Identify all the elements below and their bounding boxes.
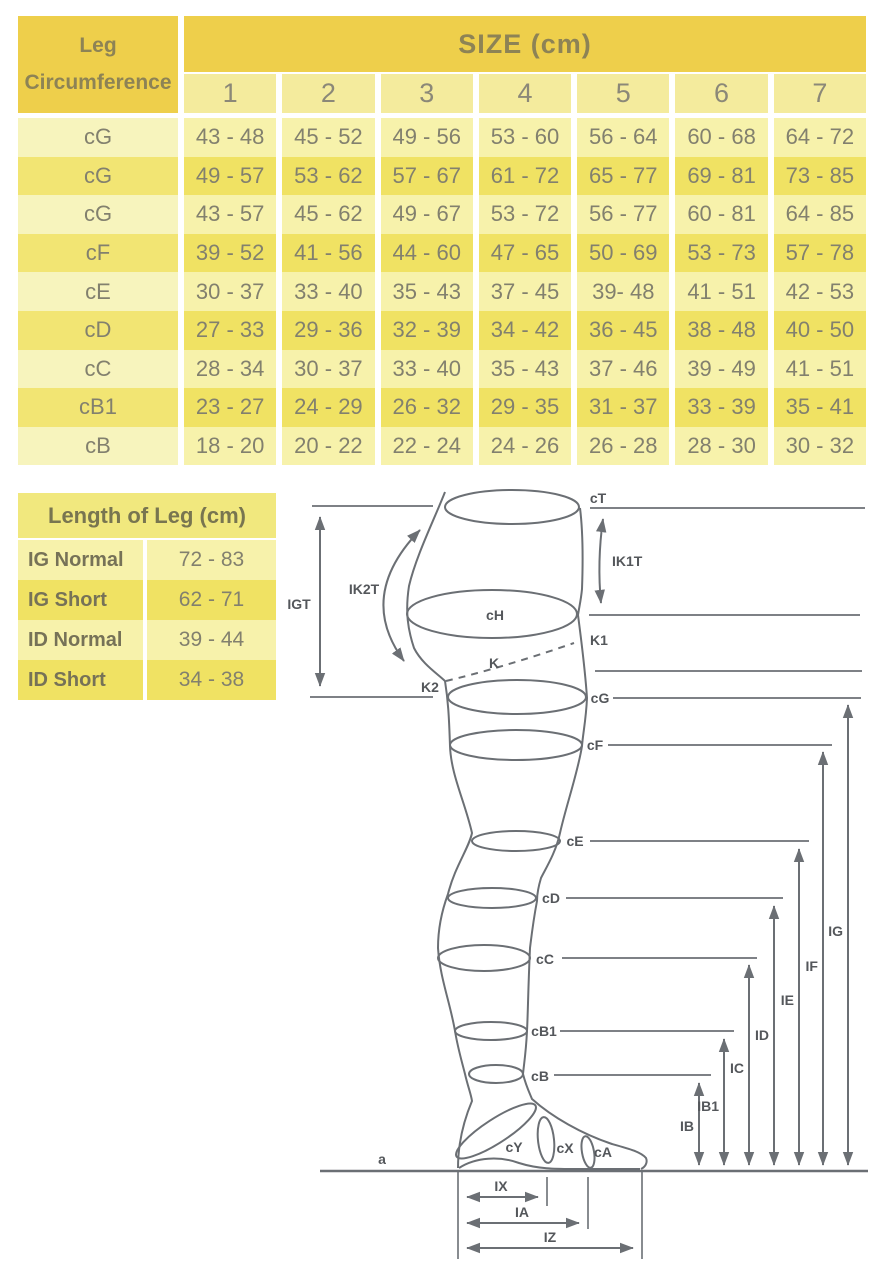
label-cX: cX bbox=[556, 1140, 574, 1156]
size-cell: 32 - 39 bbox=[381, 311, 473, 350]
size-cell: 18 - 20 bbox=[184, 427, 276, 466]
length-arrows bbox=[320, 517, 848, 1248]
label-IC: IC bbox=[730, 1060, 744, 1076]
size-cell: 26 - 28 bbox=[577, 427, 669, 466]
length-row-label: IG Normal bbox=[18, 540, 143, 580]
size-cell: 57 - 78 bbox=[774, 234, 866, 273]
size-cell: 37 - 45 bbox=[479, 272, 571, 311]
label-cC-line: cC bbox=[536, 951, 554, 967]
size-cell: 60 - 68 bbox=[675, 118, 767, 157]
size-column-header: 2 bbox=[282, 74, 374, 113]
size-cell: 29 - 36 bbox=[282, 311, 374, 350]
size-cell: 27 - 33 bbox=[184, 311, 276, 350]
size-cell: 49 - 56 bbox=[381, 118, 473, 157]
size-cell: 33 - 40 bbox=[381, 350, 473, 389]
label-IK1T: IK1T bbox=[612, 553, 643, 569]
size-cell: 45 - 52 bbox=[282, 118, 374, 157]
size-cell: 56 - 77 bbox=[577, 195, 669, 234]
size-cell: 60 - 81 bbox=[675, 195, 767, 234]
size-cell: 35 - 43 bbox=[479, 350, 571, 389]
size-column-header: 6 bbox=[675, 74, 767, 113]
size-cell: 40 - 50 bbox=[774, 311, 866, 350]
row-label: cF bbox=[18, 234, 178, 273]
size-cell: 44 - 60 bbox=[381, 234, 473, 273]
size-column-header: 1 bbox=[184, 74, 276, 113]
size-cell: 35 - 43 bbox=[381, 272, 473, 311]
row-label: cD bbox=[18, 311, 178, 350]
foot-measure-ticks bbox=[458, 1171, 642, 1259]
size-cell: 22 - 24 bbox=[381, 427, 473, 466]
label-K: K bbox=[488, 655, 500, 671]
size-cell: 45 - 62 bbox=[282, 195, 374, 234]
row-label: cG bbox=[18, 195, 178, 234]
label-IG: IG bbox=[828, 923, 843, 939]
size-cell: 38 - 48 bbox=[675, 311, 767, 350]
size-cell: 53 - 62 bbox=[282, 157, 374, 196]
size-cell: 24 - 29 bbox=[282, 388, 374, 427]
size-cell: 65 - 77 bbox=[577, 157, 669, 196]
size-cell: 31 - 37 bbox=[577, 388, 669, 427]
row-label: cB bbox=[18, 427, 178, 466]
label-IGT: IGT bbox=[287, 596, 311, 612]
size-cell: 30 - 32 bbox=[774, 427, 866, 466]
label-K1: K1 bbox=[590, 632, 608, 648]
label-ID: ID bbox=[755, 1027, 769, 1043]
size-column-header: 5 bbox=[577, 74, 669, 113]
leg-outline bbox=[407, 490, 647, 1169]
knee-dashed-line bbox=[446, 643, 574, 681]
row-label: cE bbox=[18, 272, 178, 311]
size-column-header: 3 bbox=[381, 74, 473, 113]
length-row-label: IG Short bbox=[18, 580, 143, 620]
label-IK2T: IK2T bbox=[348, 581, 380, 597]
size-cell: 49 - 67 bbox=[381, 195, 473, 234]
size-cell: 69 - 81 bbox=[675, 157, 767, 196]
label-cY: cY bbox=[505, 1139, 523, 1155]
corner-header-line1: Leg bbox=[79, 34, 117, 58]
length-row-value: 72 - 83 bbox=[147, 540, 276, 580]
label-a: a bbox=[378, 1151, 386, 1167]
label-IA: IA bbox=[515, 1204, 529, 1220]
label-cB-line: cB bbox=[531, 1068, 549, 1084]
size-cell: 33 - 39 bbox=[675, 388, 767, 427]
size-cell: 61 - 72 bbox=[479, 157, 571, 196]
label-IF: IF bbox=[805, 958, 818, 974]
length-row-label: ID Normal bbox=[18, 620, 143, 660]
size-cell: 43 - 48 bbox=[184, 118, 276, 157]
size-cell: 26 - 32 bbox=[381, 388, 473, 427]
size-cell: 33 - 40 bbox=[282, 272, 374, 311]
size-cell: 24 - 26 bbox=[479, 427, 571, 466]
arrow-IK2T bbox=[383, 530, 420, 661]
label-cD-line: cD bbox=[542, 890, 560, 906]
size-cell: 53 - 60 bbox=[479, 118, 571, 157]
row-label: cG bbox=[18, 118, 178, 157]
size-cell: 64 - 85 bbox=[774, 195, 866, 234]
label-cF-line: cF bbox=[586, 737, 604, 753]
label-IB: IB bbox=[680, 1118, 694, 1134]
size-cell: 30 - 37 bbox=[184, 272, 276, 311]
length-row-label: ID Short bbox=[18, 660, 143, 700]
size-column-header: 7 bbox=[774, 74, 866, 113]
size-cell: 28 - 34 bbox=[184, 350, 276, 389]
size-cell: 23 - 27 bbox=[184, 388, 276, 427]
size-cell: 34 - 42 bbox=[479, 311, 571, 350]
size-cell: 42 - 53 bbox=[774, 272, 866, 311]
label-cG-line: cG bbox=[590, 690, 610, 706]
label-cT: cT bbox=[589, 490, 607, 506]
size-cell: 53 - 72 bbox=[479, 195, 571, 234]
length-table-title: Length of Leg (cm) bbox=[18, 493, 276, 538]
label-cH: cH bbox=[486, 607, 504, 623]
size-cell: 47 - 65 bbox=[479, 234, 571, 273]
length-row-value: 34 - 38 bbox=[147, 660, 276, 700]
size-cell: 50 - 69 bbox=[577, 234, 669, 273]
label-cA: cA bbox=[594, 1144, 612, 1160]
arrow-IK1T bbox=[599, 519, 603, 603]
size-cell: 28 - 30 bbox=[675, 427, 767, 466]
size-cell: 53 - 73 bbox=[675, 234, 767, 273]
row-label: cB1 bbox=[18, 388, 178, 427]
size-cell: 73 - 85 bbox=[774, 157, 866, 196]
size-cell: 41 - 51 bbox=[774, 350, 866, 389]
size-cell: 39 - 52 bbox=[184, 234, 276, 273]
size-cell: 56 - 64 bbox=[577, 118, 669, 157]
size-cell: 29 - 35 bbox=[479, 388, 571, 427]
label-cE-line: cE bbox=[566, 833, 584, 849]
row-label: cC bbox=[18, 350, 178, 389]
corner-header-line2: Circumference bbox=[24, 70, 172, 94]
size-cell: 49 - 57 bbox=[184, 157, 276, 196]
label-IB1: IB1 bbox=[697, 1098, 719, 1114]
size-cell: 30 - 37 bbox=[282, 350, 374, 389]
size-cell: 35 - 41 bbox=[774, 388, 866, 427]
diagram-labels bbox=[287, 490, 843, 1245]
size-cell: 41 - 51 bbox=[675, 272, 767, 311]
row-label: cG bbox=[18, 157, 178, 196]
size-cell: 39 - 49 bbox=[675, 350, 767, 389]
size-cell: 20 - 22 bbox=[282, 427, 374, 466]
size-cell: 57 - 67 bbox=[381, 157, 473, 196]
size-cell: 43 - 57 bbox=[184, 195, 276, 234]
size-cell: 36 - 45 bbox=[577, 311, 669, 350]
size-cell: 64 - 72 bbox=[774, 118, 866, 157]
level-lines bbox=[310, 506, 865, 1075]
length-row-value: 62 - 71 bbox=[147, 580, 276, 620]
size-cell: 37 - 46 bbox=[577, 350, 669, 389]
label-K2: K2 bbox=[421, 679, 439, 695]
label-IZ: IZ bbox=[543, 1229, 557, 1245]
size-column-header: 4 bbox=[479, 74, 571, 113]
label-IX: IX bbox=[494, 1178, 508, 1194]
label-IE: IE bbox=[780, 992, 794, 1008]
label-cB1-line: cB1 bbox=[531, 1023, 557, 1039]
length-row-value: 39 - 44 bbox=[147, 620, 276, 660]
size-cell: 41 - 56 bbox=[282, 234, 374, 273]
size-cell: 39- 48 bbox=[577, 272, 669, 311]
size-header-band: SIZE (cm) bbox=[184, 16, 866, 72]
